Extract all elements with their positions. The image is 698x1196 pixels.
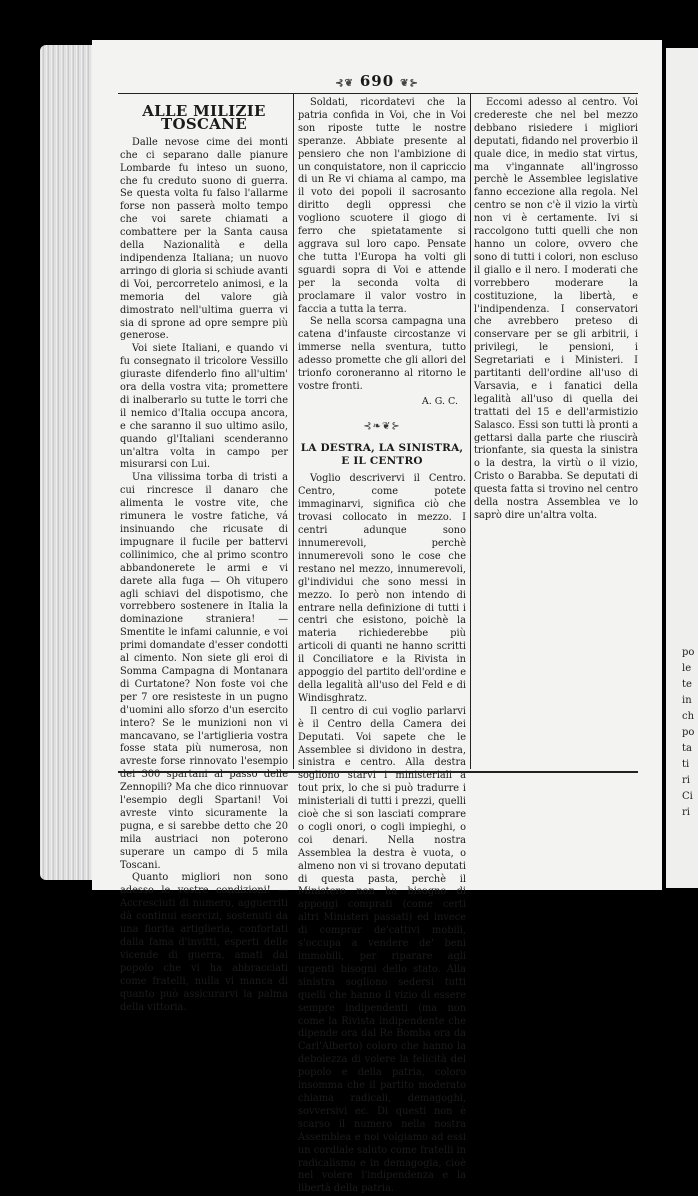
column-1 bbox=[120, 97, 288, 1013]
ornament-right-icon: ❦⊱ bbox=[400, 78, 419, 89]
paragraph: Voglio descrivervi il Centro. Centro, come potete immaginarvi, significa ciò che trovasi collocato in mezzo. I centri adunque sono innumerevoli, perchè innumerevoli sono le cose che restano nel mezzo, innumerevoli, gl'individui che sono messi in mezzo. Io però non intendo di entrare nella definizione di tutti i centri che esistono, poichè la materia richiederebbe più articoli di quanti ne hanno scritti il Conciliatore e la Rivista in appoggio del partito dell'ordine e della legalità all'uso del Feld e di Windisghratz. bbox=[298, 473, 466, 704]
text-frame bbox=[118, 93, 638, 1195]
paragraph: Il centro di cui voglio parlarvi è il Centro della Camera dei Deputati. Voi sapete che le Assemblee si dividono in destra, sinistra e centro. Alla destra sogliono starvi i ministeriali a tout prix, lo che si può tradurre i ministeriali di tutti i prezzi, quelli cioè che si son lasciati comprare o cogli onori, o cogli impieghi, o coi denari. Nella nostra Assemblea la destra è vuota, o almeno non vi si trovano deputati di questa pasta, perchè il Ministero non ha bisogno di appoggi comprati (come certi altri Ministeri passati) ed invece di comprar de'cattivi mobili, s'occupa a vendere de' beni immobili, per riparare agli urgenti bisogni dello stato. Alla sinistra sogliono sedersi tutti quelli che hanno il vizio di essere sempre indipendenti (ma non come la Rivista indipendente che dipende ora dal Re Bomba ora da Carl'Alberto) coloro che hanno la debolezza di volere la felicità del popolo e della patria, coloro insomma che il partito moderato chiama radicali, demagoghi, sovversivi ec. Di questi non è scarso il numero nella nostra Assemblea e noi volgiamo ad essi un cordiale saluto come fratelli in radicalismo e in demagogia, cioè nel volere l'indipendenza e la libertà della patria. bbox=[298, 705, 466, 1195]
paragraph: Eccomi adesso al centro. Voi credereste che nel bel mezzo debbano risiedere i migliori deputati, fidando nel proverbio il quale dice, in medio stat virtus, ma v'ingannate all'ingrosso perchè le Assemblee legislative fanno eccezione alla regola. Nel centro se non c'è il vizio la virtù non vi è certamente. Ivi si raccolgono tutti quelli che non hanno un colore, ovvero che sono di tutti i colori, non escluso il giallo e il nero. I moderati che vorrebbero moderare la costituzione, la libertà, e l'indipendenza. I conservatori che avrebbero preteso di conservare per se gli arbitrii, i privilegi, le pensioni, i Segretariati e i Ministeri. I partitanti dell'ordine all'uso di Varsavia, e i fanatici della legalità all'uso di quella dei trattati del 15 e dell'armistizio Salasco. Essi son tutti là pronti a gettarsi dalla parte che riuscirà trionfante, sia questa la sinistra o la destra, la virtù o il vizio, Cristo o Barabba. Se deputati di questa fatta si trovino nel centro della nostra Assemblea ve lo saprò dire un'altra volta. bbox=[474, 97, 638, 521]
column-divider bbox=[470, 93, 471, 769]
paragraph: Voi siete Italiani, e quando vi fu consegnato il tricolore Vessillo giuraste difenderlo fino all'ultim' ora della vostra vita; promettere di inalberarlo su tutte le torri che il nemico d'Italia occupa ancora, e che saranno il suo ultimo asilo, quando gl'Italiani scenderanno un'altra volta in campo per misurarsi con Lui. bbox=[120, 343, 288, 471]
fragment: po bbox=[682, 647, 695, 658]
paragraph: Una vilissima torba di tristi a cui rincresce il danaro che alimenta le vostre vite, che rimunera le vostre fatiche, vá insinuando che ricusate di impugnare il fucile per battervi collinimico, che al primo scontro abbandonerete le armi e vi darete alla fuga — Oh vitupero agli schiavi del dispotismo, che vorrebbero sostenere in Italia la dominazione straniera! — Smentite le infami calunnie, e voi primi domandate d'esser condotti al cimento. Non siete gli eroi di Somma Campagna di Montanara di Curtatone? Non foste voi che per 7 ore resisteste in un pugno d'uomini allo sforzo d'un esercito intero? Se le munizioni non vi mancavano, se l'artiglieria vostra fosse stata più numerosa, non avreste forse rinnovato l'esempio dei 300 spartani al passo delle Zennopili? Ma che dico rinnuovar l'esempio degli Spartani! Voi avreste vinto sicuramente la pugna, e si sarebbe detto che 20 mila austriaci non poterono superare un campo di 5 mila Toscani. bbox=[120, 472, 288, 871]
article-title: ALLE MILIZIE TOSCANE bbox=[142, 102, 266, 133]
column-3 bbox=[474, 97, 638, 765]
book-spine bbox=[40, 45, 96, 880]
fragment: ti bbox=[682, 759, 690, 770]
bottom-rule bbox=[118, 771, 638, 773]
fragment: te bbox=[682, 679, 692, 690]
article-title: LA DESTRA, LA SINISTRA, E IL CENTRO bbox=[300, 441, 464, 467]
fragment: in bbox=[682, 695, 692, 706]
fragment: ri bbox=[682, 807, 690, 818]
fragment: ch bbox=[682, 711, 695, 722]
fragment: le bbox=[682, 663, 692, 674]
facing-page-edge bbox=[666, 48, 698, 888]
column-2 bbox=[298, 97, 466, 1195]
paragraph: Dalle nevose cime dei monti che ci separano dalle pianure Lombarde fu inteso un suono, che fu creduto suono di guerra. Se questa volta fu falso l'allarme forse non passerà molto tempo che voi sarete chiamati a combattere per la Santa causa della Nazionalità e della indipendenza Italiana; un nuovo arringo di gloria si schiude avanti di Voi, percorretelo animosi, e la memoria del valore già dimostrato nell'ultima guerra vi sia di sprone ad opre sempre più generose. bbox=[120, 136, 288, 342]
page-header bbox=[92, 72, 662, 90]
signature: A. G. C. bbox=[421, 395, 458, 407]
fragment: ta bbox=[682, 743, 692, 754]
top-rule bbox=[118, 93, 638, 94]
page-number: 690 bbox=[359, 72, 395, 90]
divider-ornament-icon: ⊰❧❦⊱ bbox=[363, 420, 401, 432]
column-divider bbox=[293, 93, 294, 769]
fragment: Ci bbox=[682, 791, 693, 802]
paragraph: Se nella scorsa campagna una catena d'infauste circostanze vi immerse nella sventura, tutto adesso promette che gli allori del trionfo coroneranno al ritorno le vostre fronti. bbox=[298, 316, 466, 392]
fragment: ri bbox=[682, 775, 690, 786]
fragment: po bbox=[682, 727, 695, 738]
paragraph: Soldati, ricordatevi che la patria confida in Voi, che in Voi son riposte tutte le nostre speranze. Abbiate presente al pensiero che non l'ambizione di un conquistatore, non il capriccio di un Re vi chiama al campo, ma il voto dei popoli il sacrosanto diritto degli oppressi che vogliono scuotere il giogo di ferro che spietatamente si aggrava sul loro capo. Pensate che tutta l'Europa ha volti gli sguardi sopra di Voi e attende per la seconda volta di proclamare il valor vostro in faccia a tutta la terra. bbox=[298, 97, 466, 315]
paragraph: Quanto migliori non sono adesso le vostre condizioni! — Accresciuti di numero, agguerriti dà continui esercizi, sostenuti da una fiorita artiglieria, confortati dalla fama d'invitti, esperti delle vicende di guerra, amati dal popolo che vi ha abbracciati come fratelli, nulla vi manca di quanto può assicurarvi la palma della vittoria. bbox=[120, 872, 288, 1013]
ornament-left-icon: ⊰❦ bbox=[335, 78, 354, 89]
